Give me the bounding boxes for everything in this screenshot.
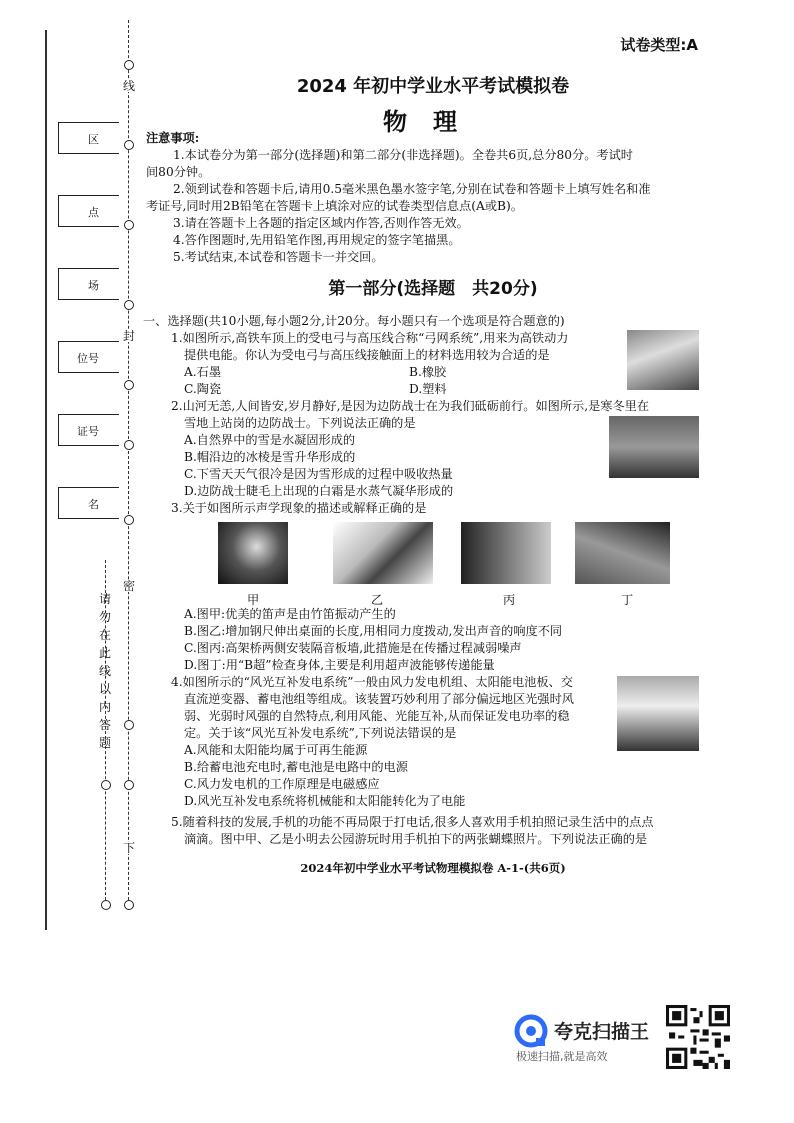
notice-item: 1.本试卷分为第一部分(选择题)和第二部分(非选择题)。全卷共6页,总分80分。考试时 (173, 148, 633, 162)
question-4-stem: 弱、光弱时风强的自然特点,利用风能、光能互补,从而保证发电功率的稳 (184, 709, 570, 723)
notice-item: 5.考试结束,本试卷和答题卡一并交回。 (173, 250, 384, 264)
scanner-slogan: 极速扫描,就是高效 (516, 1050, 608, 1063)
question-3-option-c: C.图丙:高架桥两侧安装隔音板墙,此措施是在传播过程减弱噪声 (184, 641, 522, 655)
figure-caption: 乙 (371, 593, 384, 607)
scanner-logo-icon (514, 1014, 548, 1048)
wind-solar-photo (617, 676, 699, 751)
question-1-option-a: A.石墨 (184, 365, 222, 379)
figure-caption: 甲 (247, 593, 260, 607)
binder-word-low: 密 (122, 579, 135, 593)
figure-jia-flute (218, 522, 288, 584)
notice-heading: 注意事项: (146, 131, 200, 145)
figure-caption: 丁 (621, 593, 634, 607)
question-5-stem: 滴滴。图中甲、乙是小明去公园游玩时用手机拍下的两张蝴蝶照片。下列说法正确的是 (184, 832, 648, 846)
binding-dashed-line (128, 20, 129, 910)
question-3-option-a: A.图甲:优美的笛声是由竹笛振动产生的 (184, 607, 396, 621)
binder-word-mid: 封 (122, 329, 135, 343)
notice-item: 考证号,同时用2B铅笔在答题卡上填涂对应的试卷类型信息点(A或B)。 (146, 199, 523, 213)
question-2-stem: 雪地上站岗的边防战士。下列说法正确的是 (184, 416, 416, 430)
question-4-option-b: B.给蓄电池充电时,蓄电池是电路中的电源 (184, 760, 408, 774)
question-2-option-b: B.帽沿边的冰棱是雪升华形成的 (184, 450, 356, 464)
field-name[interactable]: 名 (58, 487, 119, 519)
field-seat-number[interactable]: 位号 (58, 341, 119, 373)
paper-type-label: 试卷类型:A (620, 36, 698, 54)
question-4-option-d: D.风光互补发电系统将机械能和太阳能转化为了电能 (184, 794, 466, 808)
field-exam-room[interactable]: 场 (58, 268, 119, 300)
exam-title: 2024 年初中学业水平考试模拟卷 (296, 76, 570, 97)
question-1-stem: 提供电能。你认为受电弓与高压线接触面上的材料选用较为合适的是 (184, 348, 550, 362)
field-id-number[interactable]: 证号 (58, 414, 119, 446)
figure-yi-ruler (333, 522, 433, 584)
field-exam-site[interactable]: 点 (58, 195, 119, 227)
question-4-option-c: C.风力发电机的工作原理是电磁感应 (184, 777, 380, 791)
question-1-stem: 1.如图所示,高铁车顶上的受电弓与高压线合称“弓网系统”,用来为高铁动力 (171, 331, 569, 345)
binding-hole (101, 780, 111, 790)
notice-item: 间80分钟。 (146, 165, 211, 179)
question-2-option-c: C.下雪天天气很冷是因为雪形成的过程中吸收热量 (184, 467, 453, 481)
page-footer: 2024年初中学业水平考试物理模拟卷 A-1-(共6页) (300, 861, 566, 875)
field-region[interactable]: 区 (58, 122, 119, 154)
question-2-option-a: A.自然界中的雪是水凝固形成的 (184, 433, 356, 447)
question-4-stem: 定。关于该“风光互补发电系统”,下列说法错误的是 (184, 726, 457, 740)
question-2-option-d: D.边防战士睫毛上出现的白霜是水蒸气凝华形成的 (184, 484, 454, 498)
section-title: 第一部分(选择题 共20分) (328, 279, 538, 299)
scanner-brand: 夸克扫描王 (554, 1021, 650, 1043)
qr-code-icon (666, 1005, 730, 1069)
question-3-stem: 3.关于如图所示声学现象的描述或解释正确的是 (171, 501, 427, 515)
binding-hole (124, 220, 134, 230)
question-1-option-b: B.橡胶 (409, 365, 447, 379)
part-intro: 一、选择题(共10小题,每小题2分,计20分。每小题只有一个选项是符合题意的) (143, 314, 565, 328)
question-3-option-d: D.图丁:用“B超”检查身体,主要是利用超声波能够传递能量 (184, 658, 495, 672)
question-1-option-d: D.塑料 (409, 382, 447, 396)
soldier-photo (609, 416, 699, 478)
question-4-stem: 直流逆变器、蓄电池组等组成。该装置巧妙利用了部分偏远地区光强时风 (184, 692, 574, 706)
binder-word-bottom: 下 (122, 841, 135, 855)
question-1-option-c: C.陶瓷 (184, 382, 222, 396)
question-4-stem: 4.如图所示的“风光互补发电系统”一般由风力发电机组、太阳能电池板、交 (171, 675, 573, 689)
figure-bing-soundwall (461, 522, 551, 584)
binder-warning: 请勿在此线以内答题 (98, 592, 111, 750)
question-2-stem: 2.山河无恙,人间皆安,岁月静好,是因为边防战士在为我们砥砺前行。如图所示,是寒冬里在 (171, 399, 650, 413)
notice-item: 3.请在答题卡上各题的指定区域内作答,否则作答无效。 (173, 216, 469, 230)
notice-item: 4.答作图题时,先用铅笔作图,再用规定的签字笔描黑。 (173, 233, 461, 247)
binding-hole (124, 140, 134, 150)
binding-hole (101, 900, 111, 910)
binding-hole (124, 60, 134, 70)
question-3-option-b: B.图乙:增加钢尺伸出桌面的长度,用相同力度拨动,发出声音的响度不同 (184, 624, 563, 638)
binding-hole (124, 440, 134, 450)
binding-hole (124, 515, 134, 525)
binder-word-top: 线 (122, 79, 135, 93)
figure-caption: 丙 (503, 593, 516, 607)
binding-border-line (45, 30, 47, 930)
question-4-option-a: A.风能和太阳能均属于可再生能源 (184, 743, 368, 757)
binding-hole (124, 720, 134, 730)
binding-hole (124, 300, 134, 310)
pantograph-photo (627, 330, 699, 390)
notice-item: 2.领到试卷和答题卡后,请用0.5毫米黑色墨水签字笔,分别在试卷和答题卡上填写姓名和准 (173, 182, 651, 196)
subject-title: 物理 (383, 107, 483, 136)
binding-hole (124, 780, 134, 790)
figure-ding-ultrasound (575, 522, 670, 584)
scanner-watermark (514, 1014, 664, 1064)
question-5-stem: 5.随着科技的发展,手机的功能不再局限于打电话,很多人喜欢用手机拍照记录生活中的点点 (171, 815, 654, 829)
binding-hole (124, 380, 134, 390)
binding-hole (124, 900, 134, 910)
